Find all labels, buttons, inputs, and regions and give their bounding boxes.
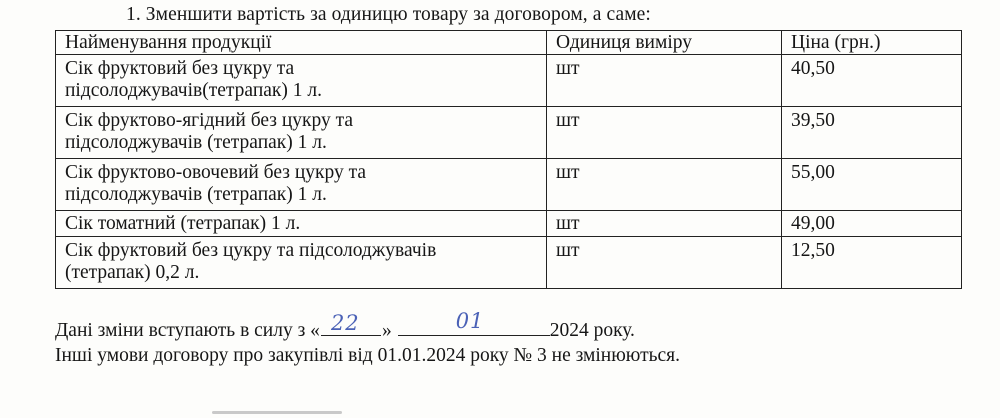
header-price: Ціна (грн.) xyxy=(782,31,962,55)
unit-cell: шт xyxy=(547,55,782,107)
table-header-row xyxy=(56,31,962,55)
product-name-line: Сік фруктовий без цукру та підсолоджувачів xyxy=(65,240,437,261)
product-name-line: Сік фруктово-овочевий без цукру та xyxy=(65,162,367,183)
unit-cell: шт xyxy=(547,237,782,289)
product-name-cell xyxy=(56,55,547,107)
unit-cell: шт xyxy=(547,159,782,211)
product-name-line: (тетрапак) 0,2 л. xyxy=(65,262,200,283)
scan-shadow-mark xyxy=(212,411,342,414)
product-name-cell xyxy=(56,107,547,159)
table-row xyxy=(56,211,962,237)
table-row xyxy=(56,237,962,289)
table-row xyxy=(56,159,962,211)
unit-cell: шт xyxy=(547,107,782,159)
product-name-line: підсолоджувачів (тетрапак) 1 л. xyxy=(65,184,327,205)
table-row xyxy=(56,55,962,107)
unit-cell: шт xyxy=(547,211,782,237)
effective-date-quote: » xyxy=(381,320,392,341)
section-heading: 1. Зменшити вартість за одиницю товару за договором, а саме: xyxy=(126,4,651,25)
product-name-cell xyxy=(56,159,547,211)
products-table xyxy=(55,30,962,289)
product-name-cell xyxy=(56,237,547,289)
product-name-cell xyxy=(56,211,547,237)
month-blank xyxy=(398,309,550,336)
header-product-name: Найменування продукції xyxy=(56,31,547,55)
price-cell: 39,50 xyxy=(782,107,962,159)
product-name-line: Сік фруктовий без цукру та xyxy=(65,58,295,79)
day-blank xyxy=(321,311,381,336)
product-name-line: підсолоджувачів (тетрапак) 1 л. xyxy=(65,132,327,153)
product-name-line: Сік фруктово-ягідний без цукру та xyxy=(65,110,354,131)
handwritten-month: 01 xyxy=(455,309,485,333)
table-row xyxy=(56,107,962,159)
price-cell: 40,50 xyxy=(782,55,962,107)
product-name-line: Сік томатний (тетрапак) 1 л. xyxy=(65,213,301,234)
product-name-line: підсолоджувачів(тетрапак) 1 л. xyxy=(65,80,322,101)
other-terms-line: Інші умови договору про закупівлі від 01.01.2024 року № 3 не змінюються. xyxy=(55,345,681,366)
effective-date-line xyxy=(55,309,635,342)
price-cell: 55,00 xyxy=(782,159,962,211)
handwritten-day: 22 xyxy=(330,311,360,335)
effective-date-prefix: Дані зміни вступають в силу з « xyxy=(55,320,320,341)
price-cell: 49,00 xyxy=(782,211,962,237)
effective-date-suffix: 2024 року. xyxy=(549,320,635,341)
price-cell: 12,50 xyxy=(782,237,962,289)
header-unit: Одиниця виміру xyxy=(547,31,782,55)
